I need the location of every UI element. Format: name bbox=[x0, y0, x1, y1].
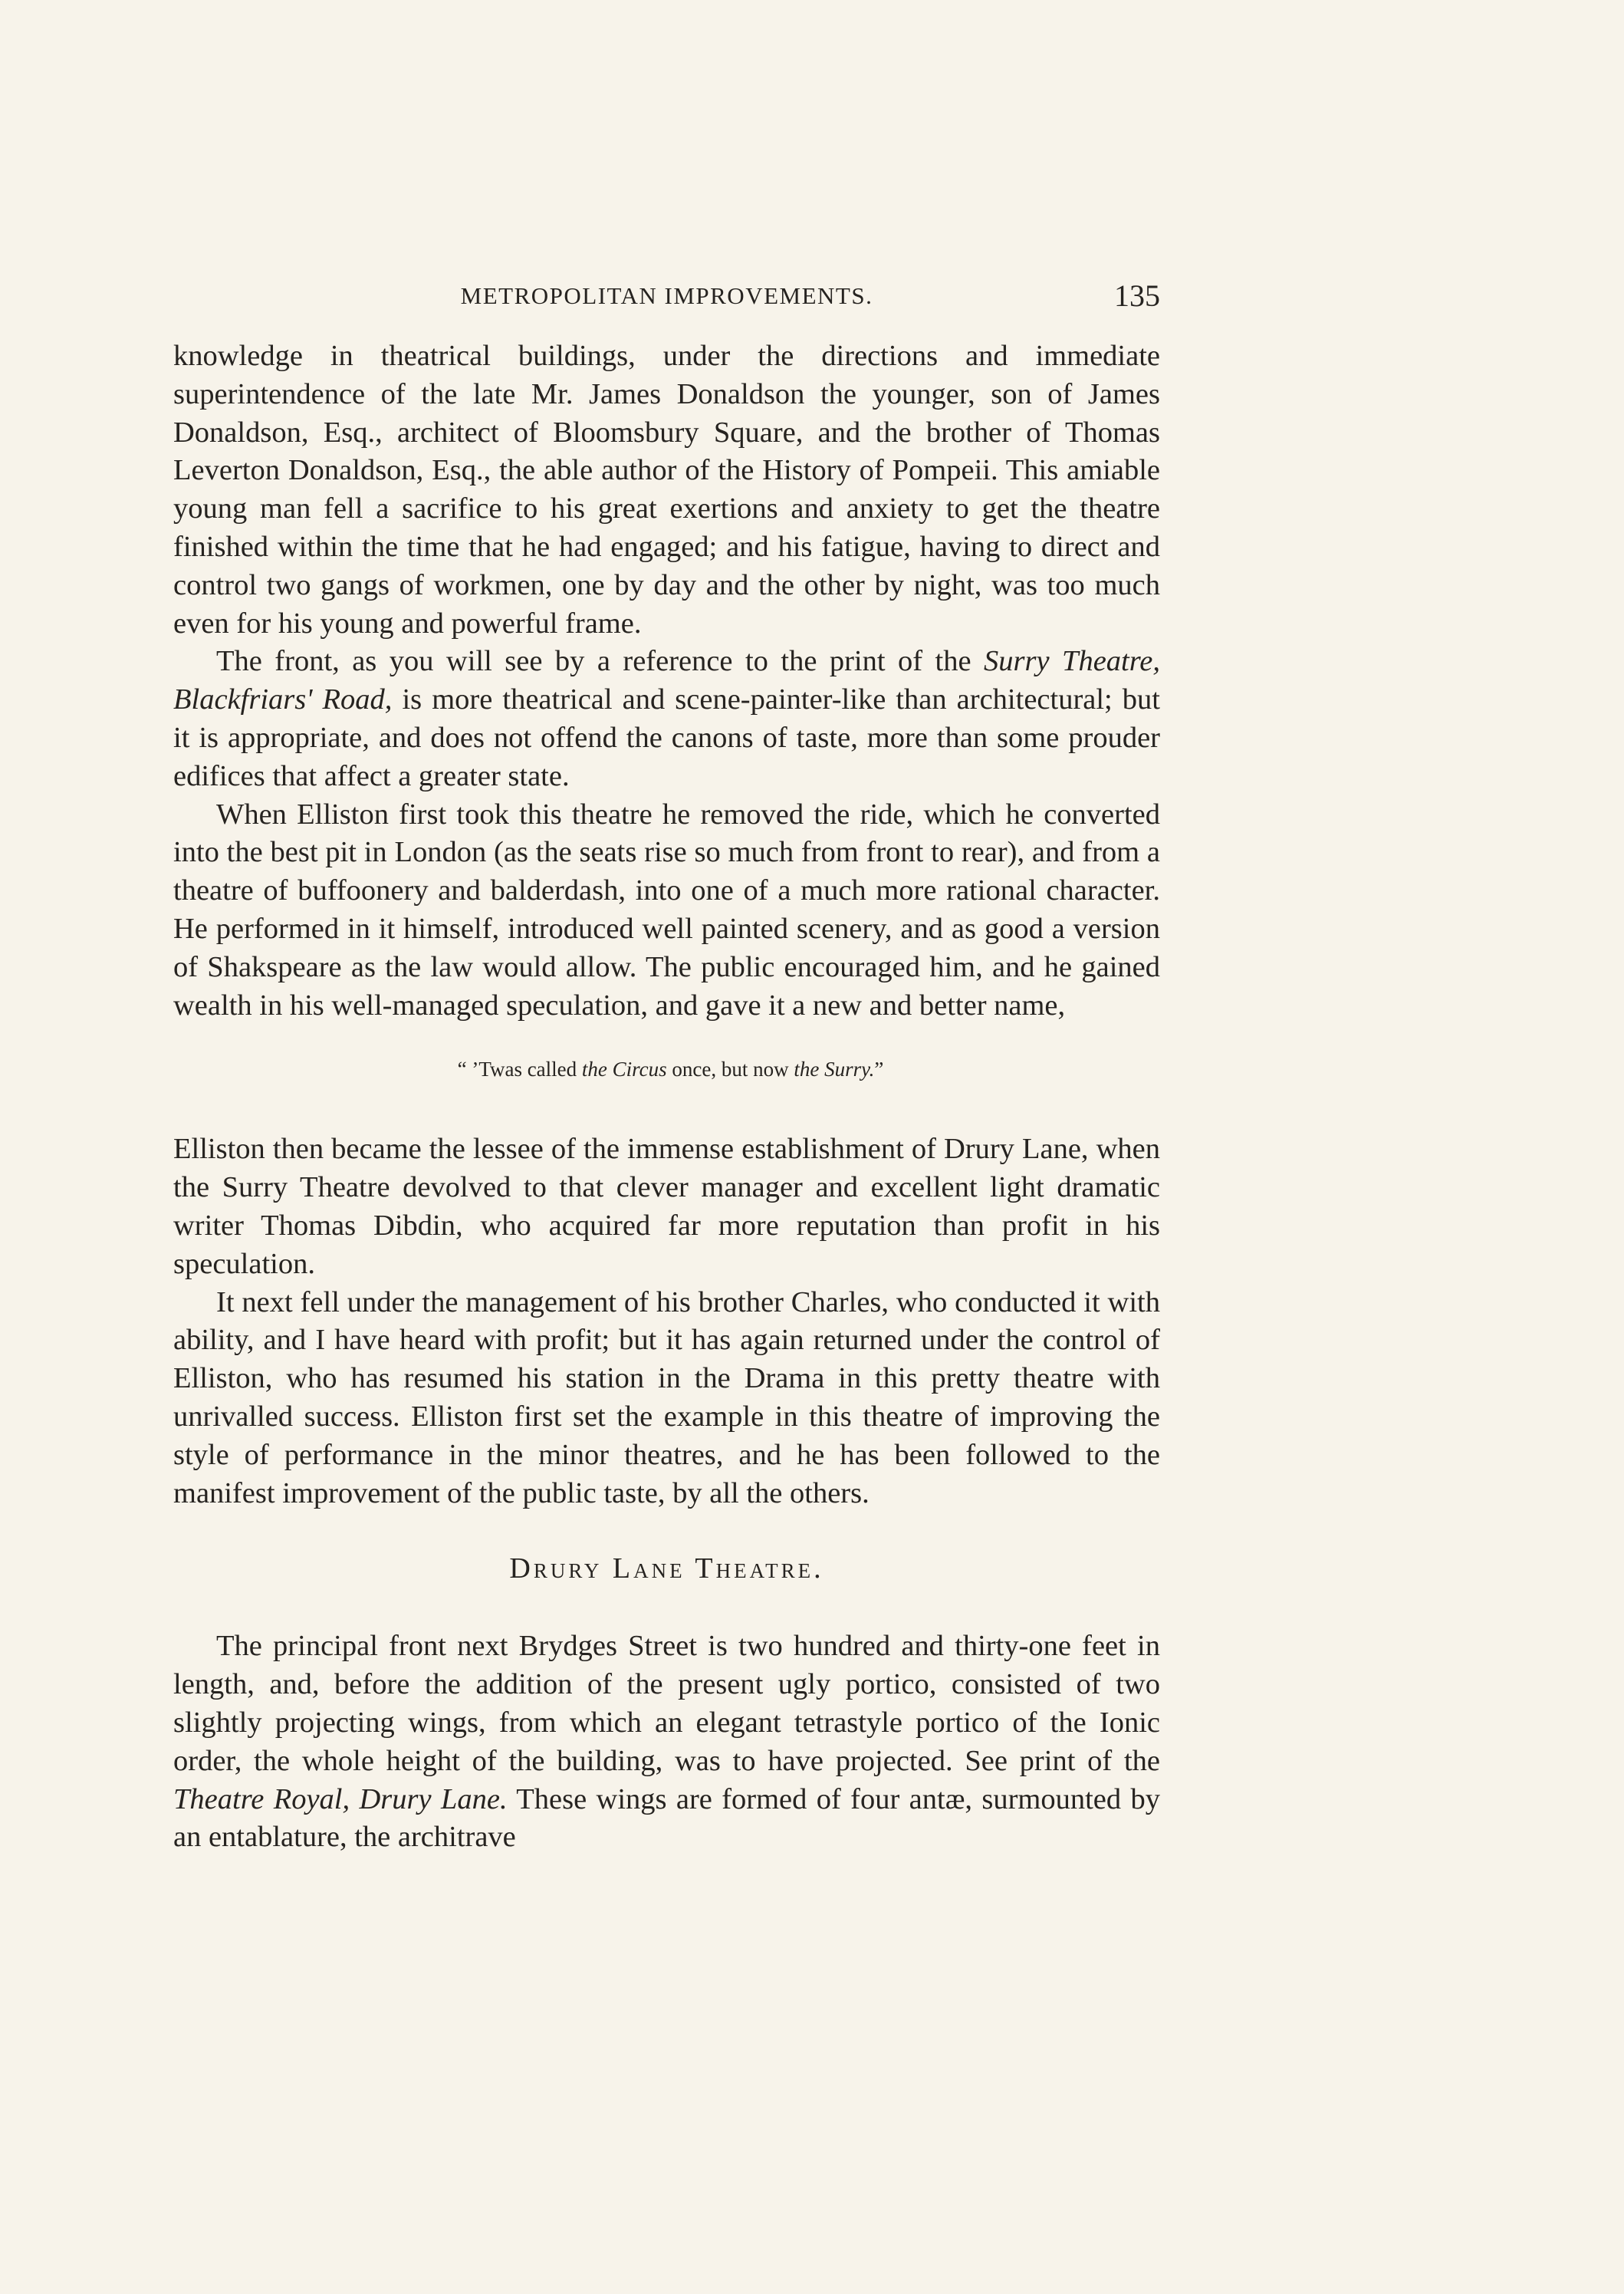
paragraph-text: The principal front next Brydges Street is two hundred and thirty-one feet in length, and, before the addition of the present ugly portico, consisted of two slightly projecting wings, from which an elegant tetrastyle portico of the Ionic order, the whole height of the building, was to have projected. See print of the bbox=[173, 1630, 1160, 1777]
paragraph-surry-front bbox=[173, 643, 1160, 795]
print-title: Surry Theatre, Blackfriars' Road, bbox=[173, 645, 1160, 716]
body-text bbox=[173, 337, 1160, 1857]
paragraph-text: These wings are formed of four antæ, surmounted by an entablature, the architrave bbox=[173, 1782, 1160, 1854]
quote-italic: the Circus bbox=[581, 1058, 667, 1081]
quote-italic: the Surry. bbox=[794, 1058, 875, 1081]
paragraph-text: is more theatrical and scene-painter-like than architectural; but it is appropriate, and does not offend the canons of taste, more than some prouder edifices that affect a greater state. bbox=[173, 683, 1160, 792]
paragraph-elliston: When Elliston first took this theatre he removed the ride, which he converted into the best pit in London (as the seats rise so much from front to rear), and from a theatre of buffoonery and balderdash, into one of a much more rational character. He performed in it himself, introduced well painted scenery, and as good a version of Shakspeare as the law would allow. The public encouraged him, and he gained wealth in his well-managed speculation, and gave it a new and better name, bbox=[173, 798, 1160, 1022]
print-title: Theatre Royal, Drury Lane. bbox=[173, 1782, 508, 1815]
paragraph-text: The front, as you will see by a reference to the print of the bbox=[216, 645, 985, 678]
paragraph-continued: knowledge in theatrical buildings, under the directions and immediate superintendence of the late Mr. James Donaldson the younger, son of James Donaldson, Esq., architect of Bloomsbury Square, and the brother of Thomas Leverton Donaldson, Esq., the able author of the History of Pompeii. This amiable young man fell a sacrifice to his great exertions and anxiety to get the theatre finished within the time that he had engaged; and his fatigue, having to direct and control two gangs of workmen, one by day and the other by night, was too much even for his young and powerful frame. bbox=[173, 340, 1160, 640]
quotation bbox=[173, 1054, 1160, 1084]
quote-text: “ ’Twas called bbox=[457, 1058, 582, 1081]
page-number: 135 bbox=[1114, 278, 1160, 313]
section-heading: Drury Lane Theatre. bbox=[509, 1552, 824, 1585]
paragraph-principal-front bbox=[173, 1628, 1160, 1857]
paragraph-charles: It next fell under the management of his brother Charles, who conducted it with ability, and I have heard with profit; but it has again returned under the control of Elliston, who has resumed his station in the Drama in this pretty theatre with unrivalled success. Elliston first set the example in this theatre of improving the style of performance in the minor theatres, and he has been followed to the manifest improvement of the public taste, by all the others. bbox=[173, 1285, 1160, 1509]
quote-text: ” bbox=[874, 1058, 884, 1081]
paragraph-drury-lane-lessee: Elliston then became the lessee of the immense establishment of Drury Lane, when the Surry Theatre devolved to that clever manager and excellent light dramatic writer Thomas Dibdin, who acquired far more reputation than profit in his speculation. bbox=[173, 1133, 1160, 1280]
quote-text: once, but now bbox=[666, 1058, 794, 1081]
running-title: METROPOLITAN IMPROVEMENTS. bbox=[460, 282, 873, 309]
running-header bbox=[173, 278, 1160, 324]
